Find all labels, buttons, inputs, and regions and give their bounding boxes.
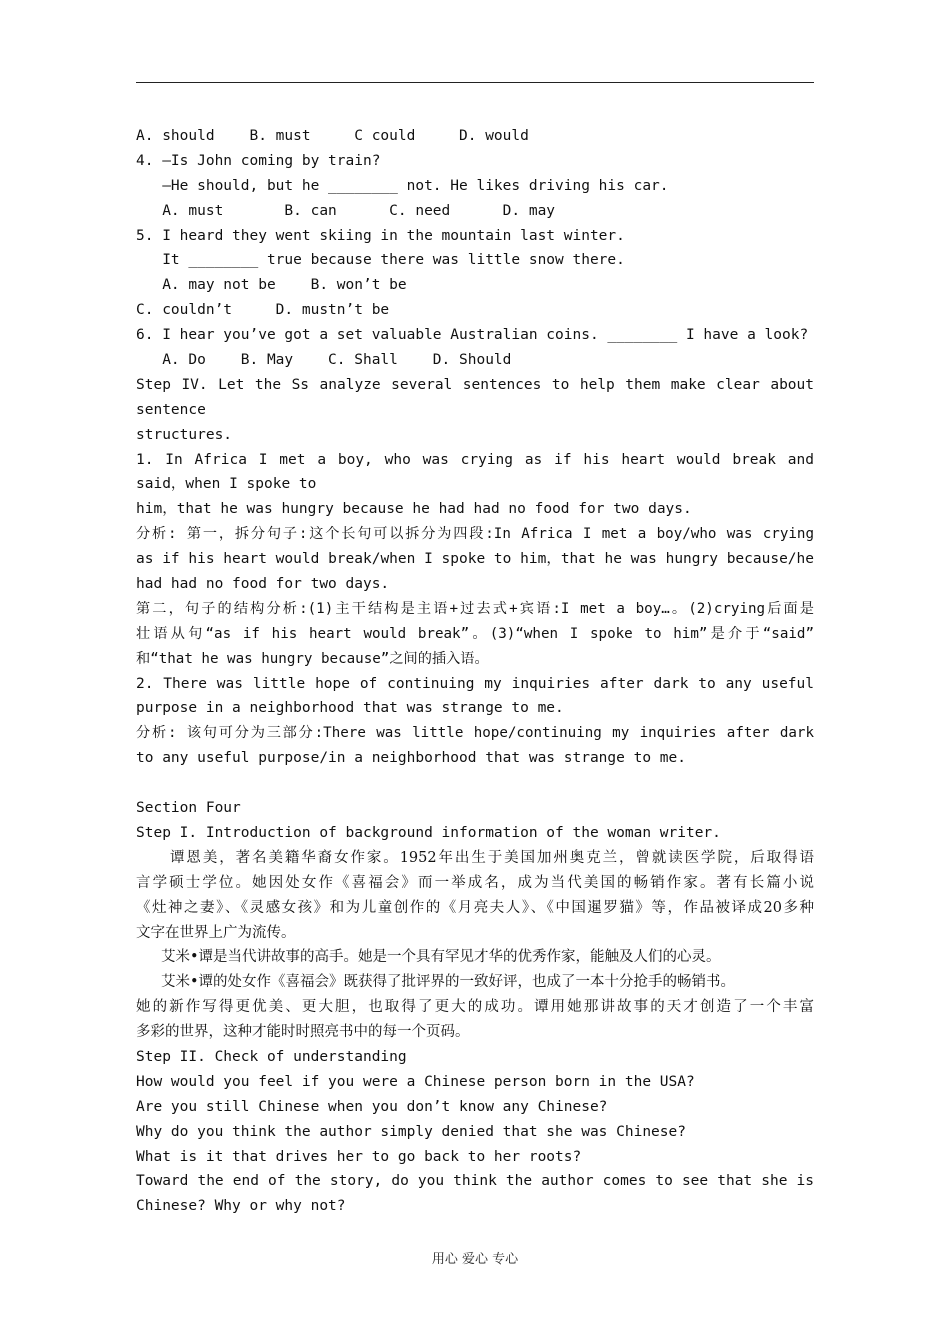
text-line: as if his heart would break/when I spoke to him，that he was hungry because/he xyxy=(136,551,814,568)
text-line: 1. In Africa I met a boy, who was crying as if his heart would break and xyxy=(136,451,814,468)
text-line: 《灶神之妻》、《灵感女孩》和为儿童创作的《月亮夫人》、《中国暹罗猫》等，作品被译成20多种 xyxy=(136,899,814,916)
text-line: 文字在世界上广为流传。 xyxy=(136,924,296,941)
text-line: Chinese? Why or why not? xyxy=(136,1198,346,1215)
text-line: What is it that drives her to go back to her roots? xyxy=(136,1148,582,1165)
text-line: How would you feel if you were a Chinese person born in the USA? xyxy=(136,1073,695,1090)
text-line: sentence xyxy=(136,401,206,418)
text-line: 第二，句子的结构分析:(1)主干结构是主语+过去式+宾语:I met a boy…。(2)crying后面是 xyxy=(136,600,814,617)
text-line: 她的新作写得更优美、更大胆，也取得了更大的成功。谭用她那讲故事的天才创造了一个丰富 xyxy=(136,999,814,1016)
text-line: It ________ true because there was little snow there. xyxy=(136,252,625,269)
text-line: Step I. Introduction of background information of the woman writer. xyxy=(136,824,721,841)
text-line: Why do you think the author simply denied that she was Chinese? xyxy=(136,1123,686,1140)
text-line: 多彩的世界，这种才能时时照亮书中的每一个页码。 xyxy=(136,1024,470,1041)
text-line: A. must B. can C. need D. may xyxy=(136,202,556,219)
text-line: A. Do B. May C. Shall D. Should xyxy=(136,352,512,369)
text-line: Toward the end of the story, do you think the author comes to see that she is xyxy=(136,1173,814,1190)
text-line: Are you still Chinese when you don’t know any Chinese? xyxy=(136,1098,608,1115)
text-line: —He should, but he ________ not. He likes driving his car. xyxy=(136,177,669,194)
text-line: A. may not be B. won’t be xyxy=(136,277,407,294)
text-line: 4. —Is John coming by train? xyxy=(136,152,381,169)
text-line: structures. xyxy=(136,426,233,443)
text-line: Section Four xyxy=(136,800,241,817)
text-line: 艾米•谭是当代讲故事的高手。她是一个具有罕见才华的优秀作家，能触及人们的心灵。 xyxy=(161,949,721,966)
text-line: 谭恩美，著名美籍华裔女作家。1952年出生于美国加州奥克兰，曾就读医学院，后取得语 xyxy=(170,849,814,866)
text-line: 分析: 该句可分为三部分:There was little hope/continuing my inquiries after dark xyxy=(136,725,814,742)
header-rule xyxy=(136,82,814,83)
text-line: Step IV. Let the Ss analyze several sentences to help them make clear about xyxy=(136,376,814,393)
text-line: 2. There was little hope of continuing my inquiries after dark to any useful xyxy=(136,675,814,692)
text-line: purpose in a neighborhood that was strange to me. xyxy=(136,700,564,717)
blank-line xyxy=(136,771,814,796)
text-line: A. should B. must C could D. would xyxy=(136,128,529,144)
text-line: 言学硕士学位。她因处女作《喜福会》而一举成名，成为当代美国的畅销作家。著有长篇小说 xyxy=(136,874,814,891)
text-line: 6. I hear you’ve got a set valuable Australian coins. ________ I have a look? xyxy=(136,327,809,344)
page-footer: 用心 爱心 专心 xyxy=(431,1252,519,1267)
text-line: 和“that he was hungry because”之间的插入语。 xyxy=(136,650,489,667)
text-line: him，that he was hungry because he had had no food for two days. xyxy=(136,501,692,518)
text-line: said，when I spoke to xyxy=(136,476,317,493)
text-line: 壮语从句“as if his heart would break”。(3)“when I spoke to him”是介于“said” xyxy=(136,625,814,642)
text-line: to any useful purpose/in a neighborhood that was strange to me. xyxy=(136,750,686,767)
text-line: 艾米•谭的处女作《喜福会》既获得了批评界的一致好评，也成了一本十分抢手的畅销书。 xyxy=(161,974,736,991)
document-body xyxy=(136,124,814,1219)
text-line: 5. I heard they went skiing in the mountain last winter. xyxy=(136,227,625,244)
text-line: C. couldn’t D. mustn’t be xyxy=(136,302,390,319)
text-line: had had no food for two days. xyxy=(136,576,390,593)
text-line: 分析: 第一，拆分句子:这个长句可以拆分为四段:In Africa I met a boy/who was crying xyxy=(136,526,814,543)
text-line: Step II. Check of understanding xyxy=(136,1048,407,1065)
